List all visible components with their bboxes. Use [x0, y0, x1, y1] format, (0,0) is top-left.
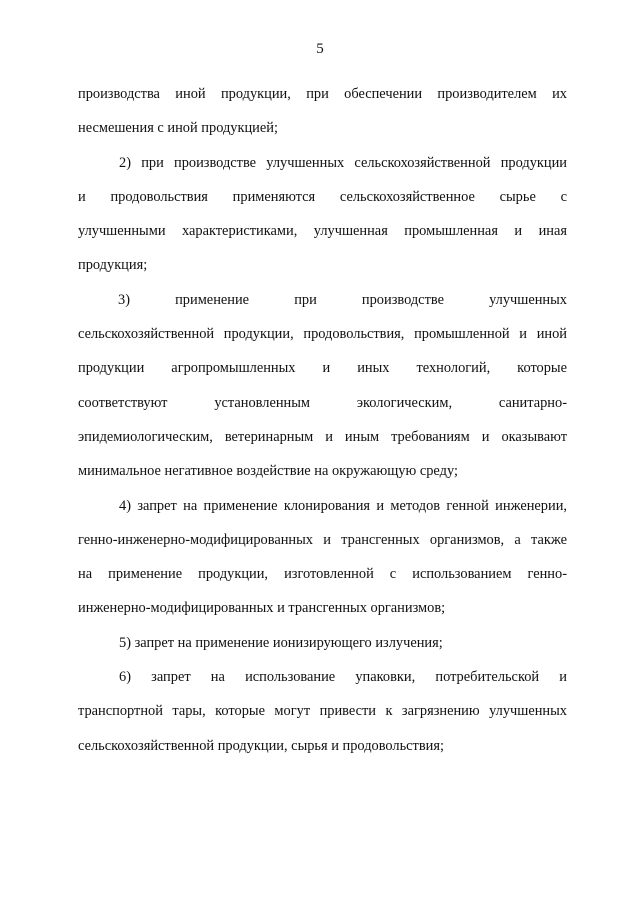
text-line: эпидемиологическим, ветеринарным и иным требованиям и оказывают: [78, 428, 567, 445]
text-line: улучшенными характеристиками, улучшенная промышленная и иная: [78, 223, 567, 240]
text-line: 5) запрет на применение ионизирующего излучения;: [119, 634, 443, 651]
paragraph-item-3: [78, 283, 567, 489]
document-body: [78, 77, 567, 763]
text-line: транспортной тары, которые могут привести к загрязнению улучшенных: [78, 703, 567, 720]
text-line: минимальное негативное воздействие на окружающую среду;: [78, 463, 458, 480]
text-line: на применение продукции, изготовленной с использованием генно-: [78, 566, 567, 583]
text-line: 2) при производстве улучшенных сельскохозяйственной продукции: [119, 154, 567, 171]
text-line: сельскохозяйственной продукции, сырья и продовольствия;: [78, 737, 444, 754]
paragraph-1: [78, 77, 567, 146]
text-line: продукция;: [78, 257, 148, 274]
paragraph-item-6: [78, 660, 567, 763]
text-line: соответствуют установленным экологическим, санитарно-: [78, 394, 567, 411]
text-line: продукции агропромышленных и иных технологий, которые: [78, 360, 567, 377]
text-line: генно-инженерно-модифицированных и трансгенных организмов, а также: [78, 531, 567, 548]
text-line: несмешения с иной продукцией;: [78, 120, 278, 137]
paragraph-item-2: [78, 146, 567, 283]
paragraph-item-4: [78, 489, 567, 626]
text-line: инженерно-модифицированных и трансгенных организмов;: [78, 600, 446, 617]
text-line: сельскохозяйственной продукции, продовольствия, промышленной и иной: [78, 326, 567, 343]
text-line: 3) применение при производстве улучшенных: [118, 291, 567, 308]
text-line: и продовольствия применяются сельскохозяйственное сырье с: [78, 188, 567, 205]
text-line: производства иной продукции, при обеспечении производителем их: [78, 86, 567, 102]
page-number: 5: [316, 41, 324, 57]
paragraph-item-5: [78, 626, 567, 660]
text-line: 4) запрет на применение клонирования и методов генной инженерии,: [119, 497, 567, 514]
text-line: 6) запрет на использование упаковки, потребительской и: [119, 669, 567, 686]
